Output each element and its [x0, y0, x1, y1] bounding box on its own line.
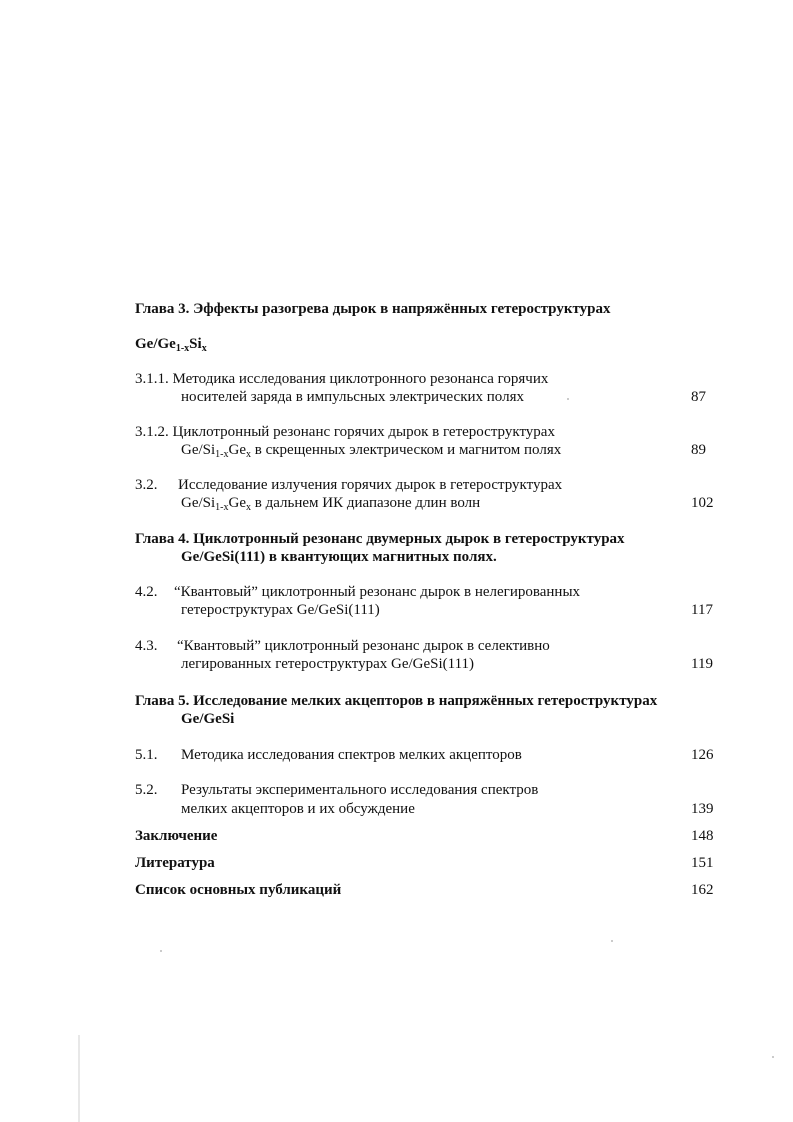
toc-entry-4-2-num: 4.2.: [135, 584, 158, 600]
toc-page-number: 148: [691, 828, 714, 844]
toc-page-number: 119: [691, 656, 713, 672]
toc-entry-4-3-num: 4.3.: [135, 638, 158, 654]
toc-entry-5-1-num: 5.1.: [135, 747, 158, 763]
scan-speck: [567, 398, 569, 400]
toc-entry-3-1-2[interactable]: 3.1.2. Циклотронный резонанс горячих дырок в гетероструктурах: [135, 424, 555, 440]
toc-page-number: 89: [691, 442, 706, 458]
toc-entry-3-2-line2: $Ge/Si_{1-x}Ge_x$ в дальнем ИК диапазоне длин волн: [181, 495, 481, 513]
toc-entry-5-2-num: 5.2.: [135, 782, 158, 798]
toc-entry-publications[interactable]: Список основных публикаций: [135, 882, 342, 898]
toc-entry-5-2-line2: мелких акцепторов и их обсуждение: [181, 801, 415, 817]
toc-entry-5-1[interactable]: Методика исследования спектров мелких акцепторов: [181, 747, 522, 763]
toc-page-number: 126: [691, 747, 714, 763]
toc-entry-4-3[interactable]: “Квантовый” циклотронный резонанс дырок в селективно: [177, 638, 550, 654]
toc-entry-4-3-line2: легированных гетероструктурах Ge/GeSi(111): [181, 656, 475, 672]
toc-entry-3-1-1-line2: носителей заряда в импульсных электрических полях: [181, 389, 524, 405]
chapter-3-heading: Глава 3. Эффекты разогрева дырок в напряжённых гетероструктурах: [135, 301, 611, 317]
toc-entry-4-2-line2: гетероструктурах Ge/GeSi(111): [181, 602, 380, 618]
toc-page-number: 117: [691, 602, 713, 618]
scan-speck: [611, 940, 613, 942]
toc-entry-3-2-num: 3.2.: [135, 477, 158, 493]
toc-entry-3-2[interactable]: Исследование излучения горячих дырок в гетероструктурах: [178, 477, 563, 493]
scan-speck: [160, 950, 162, 952]
toc-page-number: 151: [691, 855, 714, 871]
toc-page-number: 139: [691, 801, 714, 817]
scan-edge-mark: [78, 1035, 80, 1122]
toc-page-number: 102: [691, 495, 714, 511]
toc-entry-conclusion[interactable]: Заключение: [135, 828, 218, 844]
toc-page-number: 162: [691, 882, 714, 898]
toc-entry-3-1-2-line2: $Ge/Si_{1-x}Ge_x$ в скрещенных электрическом и магнитом полях: [181, 442, 562, 460]
toc-entry-3-1-1[interactable]: 3.1.1. Методика исследования циклотронного резонанса горячих: [135, 371, 549, 387]
toc-entry-4-2[interactable]: “Квантовый” циклотронный резонанс дырок в нелегированных: [174, 584, 581, 600]
chapter-5-heading-line2: Ge/GeSi: [181, 711, 235, 727]
toc-entry-5-2[interactable]: Результаты экспериментального исследования спектров: [181, 782, 539, 798]
toc-entry-literature[interactable]: Литература: [135, 855, 215, 871]
chapter-4-heading: Глава 4. Циклотронный резонанс двумерных дырок в гетероструктурах: [135, 531, 625, 547]
chapter-4-heading-line2: Ge/GeSi(111) в квантующих магнитных полях.: [181, 549, 497, 565]
toc-page-number: 87: [691, 389, 706, 405]
chapter-3-heading-formula: $Ge/Ge_{1-x}Si_x$: [135, 336, 207, 354]
scan-speck: [772, 1056, 774, 1058]
chapter-5-heading: Глава 5. Исследование мелких акцепторов в напряжённых гетероструктурах: [135, 693, 658, 709]
